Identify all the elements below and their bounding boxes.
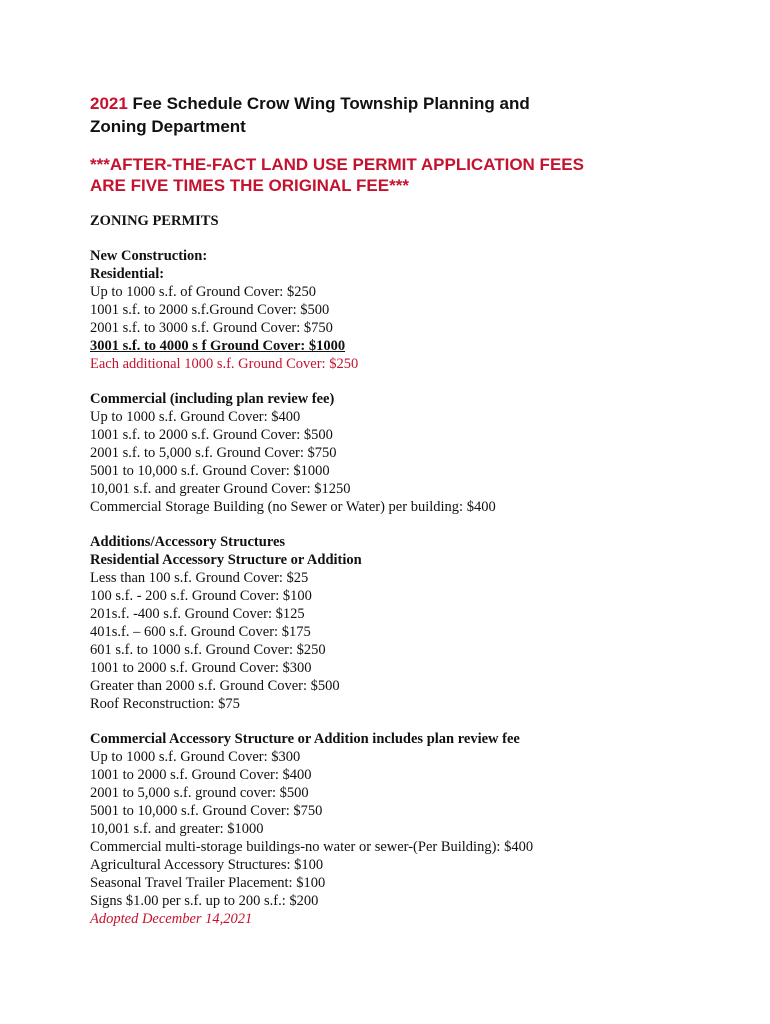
commercial-heading: Commercial (including plan review fee): [90, 391, 335, 407]
fee-line: 201s.f. -400 s.f. Ground Cover: $125: [90, 606, 305, 622]
fee-line: 401s.f. – 600 s.f. Ground Cover: $175: [90, 624, 311, 640]
fee-line: Commercial Storage Building (no Sewer or Water) per building: $400: [90, 499, 496, 515]
fee-line: 5001 to 10,000 s.f. Ground Cover: $750: [90, 803, 323, 819]
fee-line: 5001 to 10,000 s.f. Ground Cover: $1000: [90, 463, 330, 479]
new-construction-section: [90, 247, 730, 373]
commercial-section: [90, 390, 730, 516]
title-year: 2021: [90, 94, 128, 113]
additions-section: [90, 533, 730, 713]
commercial-accessory-section: [90, 730, 730, 928]
fee-line: 10,001 s.f. and greater: $1000: [90, 821, 264, 837]
fee-line: 2001 s.f. to 3000 s.f. Ground Cover: $750: [90, 320, 333, 336]
after-the-fact-warning: [90, 154, 730, 196]
fee-line: Up to 1000 s.f. of Ground Cover: $250: [90, 284, 316, 300]
fee-line: Signs $1.00 per s.f. up to 200 s.f.: $200: [90, 893, 319, 909]
zoning-permits-heading: ZONING PERMITS: [90, 213, 219, 229]
fee-schedule-document: [90, 92, 730, 928]
title-line-2: Zoning Department: [90, 117, 246, 136]
fee-line: Seasonal Travel Trailer Placement: $100: [90, 875, 326, 891]
title-line-1: Fee Schedule Crow Wing Township Planning and: [127, 94, 530, 113]
fee-line: Greater than 2000 s.f. Ground Cover: $500: [90, 678, 340, 694]
fee-line-emphasized: 3001 s.f. to 4000 s f Ground Cover: $1000: [90, 338, 346, 354]
fee-line: 1001 s.f. to 2000 s.f.Ground Cover: $500: [90, 302, 330, 318]
fee-line: 10,001 s.f. and greater Ground Cover: $1250: [90, 481, 351, 497]
adopted-date: Adopted December 14,2021: [90, 911, 253, 927]
additions-heading: Additions/Accessory Structures: [90, 534, 286, 550]
commercial-accessory-heading: Commercial Accessory Structure or Addition includes plan review fee: [90, 731, 520, 747]
fee-line: 1001 to 2000 s.f. Ground Cover: $300: [90, 660, 312, 676]
fee-line: Commercial multi-storage buildings-no water or sewer-(Per Building): $400: [90, 839, 534, 855]
fee-line: 1001 s.f. to 2000 s.f. Ground Cover: $500: [90, 427, 333, 443]
document-title: [90, 92, 730, 138]
residential-subheading: Residential:: [90, 266, 165, 282]
fee-line: 2001 to 5,000 s.f. ground cover: $500: [90, 785, 309, 801]
fee-line: 1001 to 2000 s.f. Ground Cover: $400: [90, 767, 312, 783]
fee-line: Less than 100 s.f. Ground Cover: $25: [90, 570, 309, 586]
residential-accessory-subheading: Residential Accessory Structure or Addition: [90, 552, 362, 568]
warning-line-2: ARE FIVE TIMES THE ORIGINAL FEE***: [90, 176, 409, 195]
fee-line: 100 s.f. - 200 s.f. Ground Cover: $100: [90, 588, 312, 604]
fee-line: Up to 1000 s.f. Ground Cover: $400: [90, 409, 301, 425]
fee-line: Agricultural Accessory Structures: $100: [90, 857, 324, 873]
warning-line-1: ***AFTER-THE-FACT LAND USE PERMIT APPLICATION FEES: [90, 155, 584, 174]
fee-line-additional: Each additional 1000 s.f. Ground Cover: $250: [90, 356, 359, 372]
fee-line: Roof Reconstruction: $75: [90, 696, 240, 712]
fee-line: 2001 s.f. to 5,000 s.f. Ground Cover: $750: [90, 445, 337, 461]
fee-line: 601 s.f. to 1000 s.f. Ground Cover: $250: [90, 642, 326, 658]
new-construction-heading: New Construction:: [90, 248, 208, 264]
fee-line: Up to 1000 s.f. Ground Cover: $300: [90, 749, 301, 765]
